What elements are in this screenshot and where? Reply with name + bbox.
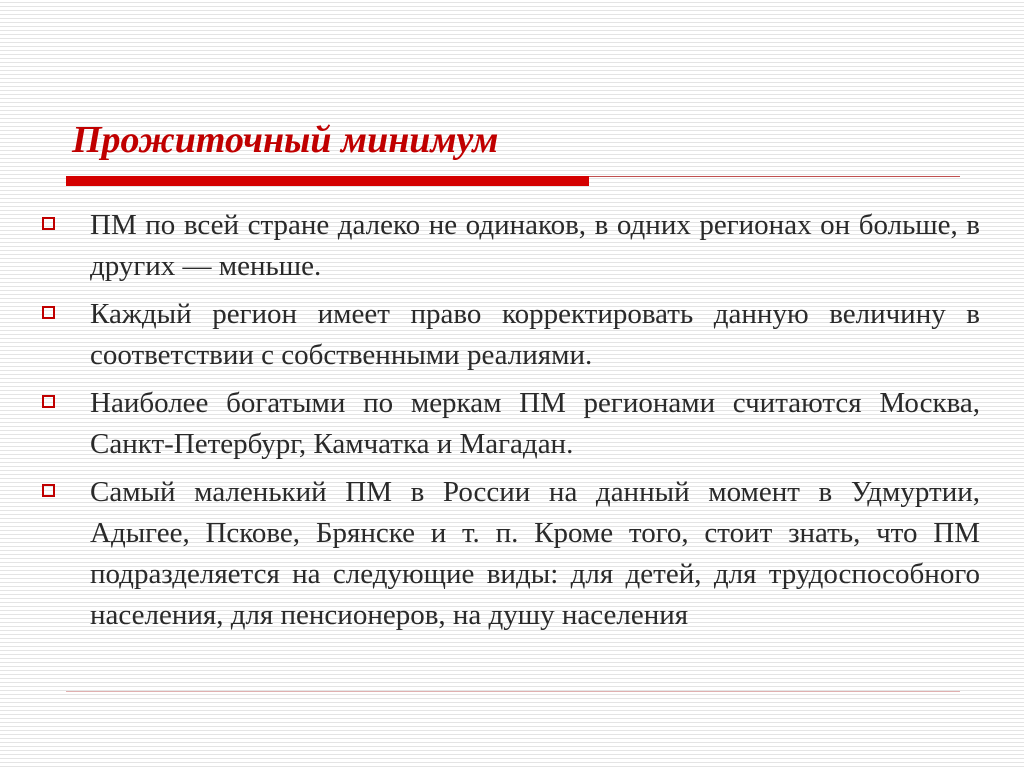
bullet-item [40, 205, 980, 287]
slide-title: Прожиточный минимум [72, 119, 499, 161]
bullet-item [40, 472, 980, 636]
bullet-list [40, 205, 980, 643]
square-bullet-icon [42, 306, 55, 319]
square-bullet-icon [42, 484, 55, 497]
bullet-text: Самый маленький ПМ в России на данный момент в Удмуртии, Адыгее, Пскове, Брянске и т. п. Кроме того, стоит знать, что ПМ подразделяется на следующие виды: для детей, для трудоспособного населения, для пенсионеров, на душу населения [90, 476, 980, 631]
title-underline-bar [66, 176, 589, 186]
title-underline-line [589, 176, 960, 177]
bullet-text: Наиболее богатыми по меркам ПМ регионами считаются Москва, Санкт-Петербург, Камчатка и Магадан. [90, 387, 980, 460]
footer-divider [66, 691, 960, 692]
bullet-item [40, 383, 980, 465]
square-bullet-icon [42, 217, 55, 230]
bullet-text: Каждый регион имеет право корректировать данную величину в соответствии с собственными реалиями. [90, 298, 980, 371]
square-bullet-icon [42, 395, 55, 408]
bullet-text: ПМ по всей стране далеко не одинаков, в одних регионах он больше, в других — меньше. [90, 209, 980, 282]
bullet-item [40, 294, 980, 376]
